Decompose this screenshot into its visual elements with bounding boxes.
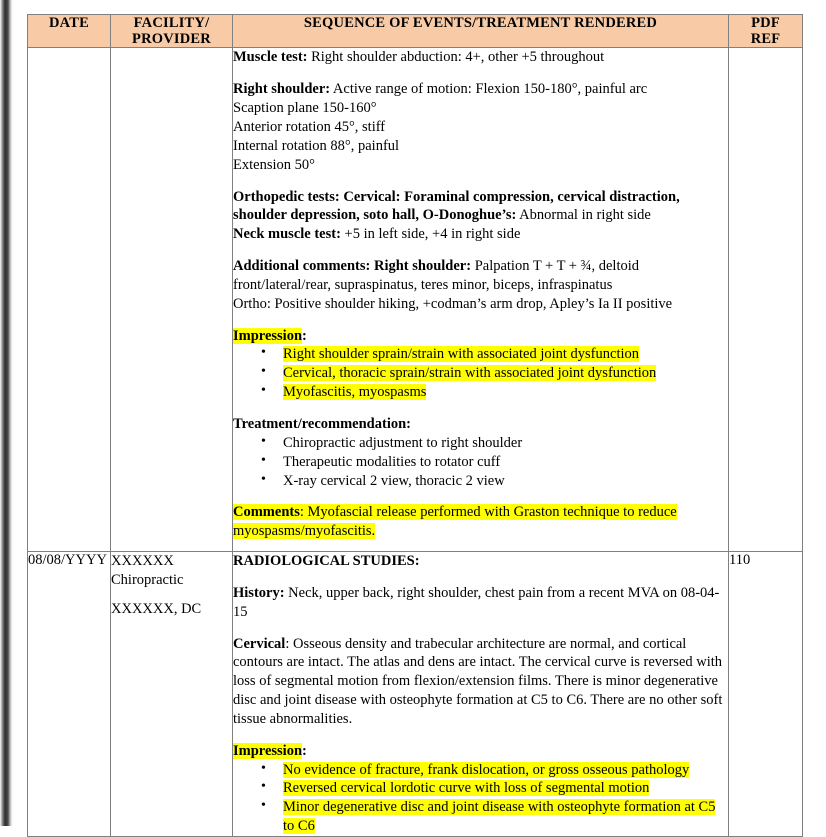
additional-comments-label: Additional comments: Right shoulder: — [233, 258, 472, 275]
list-item — [233, 434, 728, 453]
comments-label: Comments — [233, 504, 300, 521]
spacer — [233, 244, 728, 257]
muscle-test-text: Right shoulder abduction: 4+, other +5 throughout — [307, 49, 605, 66]
muscle-test-label: Muscle test: — [233, 49, 308, 66]
table-row — [28, 552, 803, 837]
orthopedic-tests-line — [233, 188, 728, 226]
comments-text: : Myofascial release performed with Graston technique to reduce myospasms/myofascitis. — [233, 504, 677, 540]
spacer — [233, 571, 728, 584]
radiological-studies-title: RADIOLOGICAL STUDIES: — [233, 553, 420, 570]
column-header-facility-provider — [111, 15, 233, 48]
right-shoulder-line1-wrap — [233, 80, 728, 99]
orthopedic-tests-block — [233, 188, 728, 245]
neck-muscle-test-label: Neck muscle test: — [233, 226, 341, 243]
row2-impression-heading — [233, 742, 728, 761]
comments-block — [233, 503, 728, 541]
spacer — [233, 175, 728, 188]
additional-comments-block — [233, 257, 728, 314]
pdf-header-line2: REF — [750, 31, 781, 48]
table-row — [28, 48, 803, 552]
row2-impression-item-0: No evidence of fracture, frank dislocation, or gross osseous pathology — [283, 761, 690, 778]
row2-impression-list — [233, 761, 728, 836]
row2-facility-cell — [111, 552, 233, 837]
right-shoulder-label: Right shoulder: — [233, 81, 331, 98]
treatment-item-2: X-ray cervical 2 view, thoracic 2 view — [283, 472, 505, 489]
history-text: Neck, upper back, right shoulder, chest pain from a recent MVA on 08-04-15 — [233, 584, 720, 620]
treatment-item-0: Chiropractic adjustment to right shoulder — [283, 434, 523, 451]
pdf-header-line1: PDF — [751, 15, 780, 31]
additional-comments-text1: Palpation T + T + ¾, deltoid — [471, 258, 640, 275]
right-shoulder-line4: Internal rotation 88°, painful — [233, 137, 400, 154]
spacer — [233, 402, 728, 415]
additional-comments-line2: front/lateral/rear, supraspinatus, teres minor, biceps, infraspinatus — [233, 276, 613, 293]
treatment-list — [233, 434, 728, 491]
neck-muscle-test-line — [233, 225, 728, 244]
row1-impression-label: Impression — [233, 327, 303, 344]
right-shoulder-line3: Anterior rotation 45°, stiff — [233, 119, 386, 135]
row1-date-cell — [28, 48, 111, 552]
cervical-text: : Osseous density and trabecular architecture are normal, and cortical contours are intact. The atlas and dens are intact. The cervical curve is reversed with loss of segmental motion from flexion/extension films. There is minor degenerative disc and joint disease with osteophyte formation at C5 to C6. There are no other soft tissue abnormalities. — [233, 635, 723, 727]
row1-facility-cell — [111, 48, 233, 552]
row1-impression-item-2: Myofascitis, myospasms — [283, 384, 427, 401]
column-header-date: DATE — [28, 15, 111, 48]
medical-chronology-table — [27, 14, 803, 837]
table-header — [28, 15, 803, 48]
spacer — [233, 622, 728, 635]
cervical-block — [233, 635, 728, 729]
row1-impression-heading — [233, 327, 728, 346]
row2-impression-block — [233, 742, 728, 836]
spacer — [233, 67, 728, 80]
table-header-row — [28, 15, 803, 48]
history-label: History: — [233, 584, 285, 601]
list-item — [233, 761, 728, 780]
row1-sequence-cell — [233, 48, 729, 552]
row1-impression-item-1: Cervical, thoracic sprain/strain with associated joint dysfunction — [283, 365, 657, 382]
facility-header-line2: PROVIDER — [132, 31, 211, 48]
list-item — [233, 345, 728, 364]
list-item — [233, 472, 728, 491]
row2-date-cell: 08/08/YYYY — [28, 552, 111, 837]
spacer — [111, 590, 232, 600]
row2-impression-label: Impression — [233, 742, 303, 759]
row2-impression-colon: : — [302, 742, 307, 759]
cervical-label: Cervical — [233, 635, 286, 652]
row2-facility-type: Chiropractic — [111, 571, 184, 588]
orthopedic-tests-text: Abnormal in right side — [516, 207, 651, 224]
row1-pdf-ref-cell — [729, 48, 803, 552]
neck-muscle-test-text: +5 in left side, +4 in right side — [340, 226, 521, 243]
column-header-pdf-ref — [729, 15, 803, 48]
scanned-page-edge — [0, 0, 13, 826]
muscle-test-block — [233, 48, 728, 67]
list-item — [233, 364, 728, 383]
row2-impression-item-2: Minor degenerative disc and joint disease with osteophyte formation at C5 to C6 — [283, 799, 716, 835]
treatment-block — [233, 415, 728, 490]
list-item — [233, 383, 728, 402]
list-item — [233, 453, 728, 472]
table-body — [28, 48, 803, 837]
right-shoulder-block — [233, 80, 728, 174]
row2-pdf-ref-cell: 110 — [729, 552, 803, 837]
treatment-label: Treatment/recommendation: — [233, 415, 411, 432]
history-block — [233, 584, 728, 622]
list-item — [233, 798, 728, 836]
spacer — [233, 541, 728, 551]
treatment-item-1: Therapeutic modalities to rotator cuff — [283, 453, 501, 470]
facility-header-line1: FACILITY/ — [133, 15, 210, 31]
right-shoulder-line5: Extension 50° — [233, 156, 315, 173]
list-item — [233, 779, 728, 798]
spacer — [233, 490, 728, 503]
right-shoulder-line1: Active range of motion: Flexion 150-180°, painful arc — [330, 81, 648, 98]
row1-impression-block — [233, 327, 728, 402]
right-shoulder-line2: Scaption plane 150-160° — [233, 100, 377, 117]
row2-impression-item-1: Reversed cervical lordotic curve with loss of segmental motion — [283, 780, 650, 797]
row2-sequence-cell — [233, 552, 729, 837]
orthopedic-tests-label: Orthopedic tests: Cervical: Foraminal compression, cervical distraction, shoulder depression, soto hall, O-Donoghue’s: — [233, 188, 680, 224]
row1-impression-list — [233, 345, 728, 402]
row1-impression-item-0: Right shoulder sprain/strain with associated joint dysfunction — [283, 346, 640, 363]
additional-comments-line1 — [233, 257, 728, 276]
row1-impression-colon: : — [302, 327, 307, 344]
row2-provider-name: XXXXXX, DC — [111, 600, 202, 617]
spacer — [233, 729, 728, 742]
spacer — [233, 314, 728, 327]
column-header-sequence: SEQUENCE OF EVENTS/TREATMENT RENDERED — [233, 15, 729, 48]
additional-comments-line3: Ortho: Positive shoulder hiking, +codman’s arm drop, Apley’s Ia II positive — [233, 295, 673, 312]
document-page — [27, 14, 802, 837]
row2-facility-name: XXXXXX — [111, 553, 174, 570]
